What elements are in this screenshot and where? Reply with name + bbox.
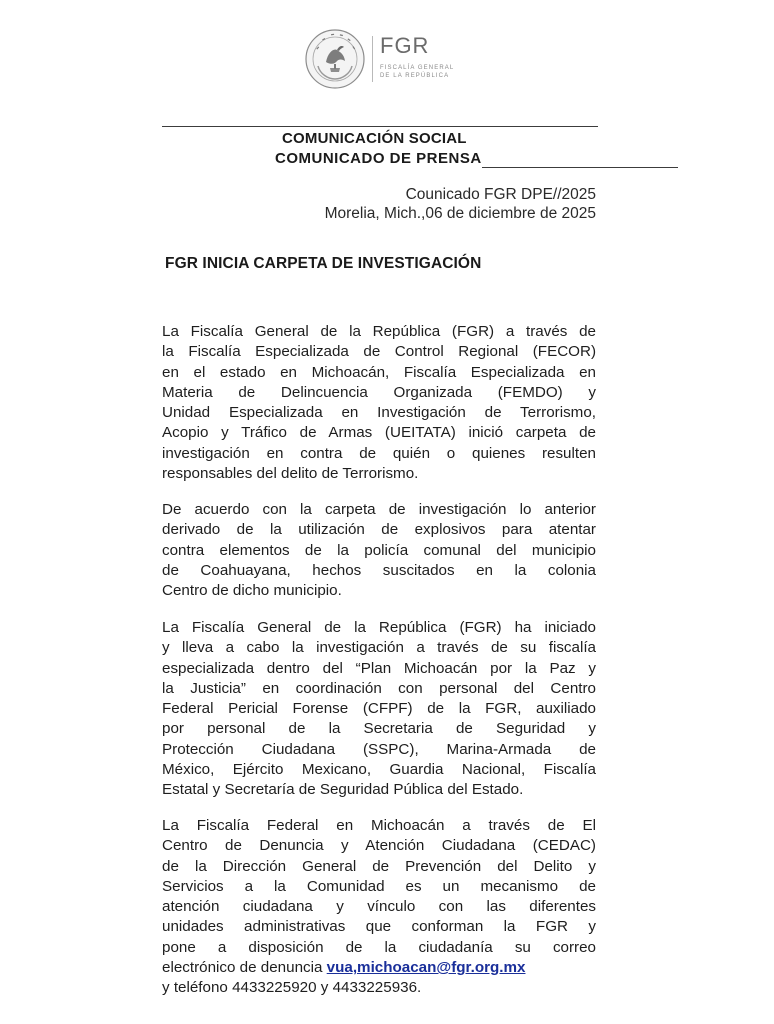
paragraph-line: por personal de la Secretaria de Seguridad y [162,720,596,738]
communication-heading: COMUNICACIÓN SOCIAL [282,130,467,147]
paragraph-3 [162,618,596,801]
paragraph-line: Federal Pericial Forense (CFPF) de la FGR, auxiliado [162,700,596,718]
paragraph-line: de la Dirección General de Prevención del Delito y [162,857,596,875]
paragraph-line: investigación en contra de quién o quienes resulten [162,444,596,462]
paragraph-line: en el estado en Michoacán, Fiscalía Especializada en [162,363,596,381]
paragraph-line: De acuerdo con la carpeta de investigación lo anterior [162,501,596,518]
paragraph-line: responsables del delito de Terrorismo. [162,465,419,483]
national-seal-icon [304,28,366,90]
logo-subtitle-line-2: DE LA REPÚBLICA [380,73,450,79]
paragraph-line: contra elementos de la policía comunal del municipio [162,541,596,559]
logo-subtitle-line-1: FISCALÍA GENERAL [380,65,455,71]
release-place-date: Morelia, Mich.,06 de diciembre de 2025 [324,205,596,222]
paragraph-line: La Fiscalía General de la República (FGR) ha iniciado [162,619,596,636]
paragraph-line: Acopio y Tráfico de Armas (UEITATA) inició carpeta de [162,424,596,442]
paragraph-4 [162,816,596,999]
paragraph-line: derivado de la utilización de explosivos para atentar [162,521,596,539]
paragraph-line: la Fiscalía Especializada de Control Regional (FECOR) [162,343,596,361]
paragraph-line: Centro de dicho municipio. [162,582,342,600]
paragraph-line: México, Ejército Mexicano, Guardia Nacional, Fiscalía [162,761,596,779]
paragraph-email-line [162,958,596,978]
paragraph-line: Materia de Delincuencia Organizada (FEMDO) y [162,383,596,401]
document-title: FGR INICIA CARPETA DE INVESTIGACIÓN [165,255,482,272]
paragraph-line: Servicios a la Comunidad es un mecanismo de [162,877,596,895]
paragraph-line: unidades administrativas que conforman la FGR y [162,918,596,936]
logo-text: FGR [380,33,430,58]
paragraph-line: Centro de Denuncia y Atención Ciudadana (CEDAC) [162,837,596,855]
paragraph-line: La Fiscalía Federal en Michoacán a través de El [162,817,596,834]
title-rule-top [162,126,598,127]
fgr-logo [302,26,455,96]
paragraph-line: Unidad Especializada en Investigación de Terrorismo, [162,404,596,422]
paragraph-line: especializada dentro del “Plan Michoacán por la Paz y [162,659,596,677]
paragraph-phone-line: y teléfono 4433225920 y 4433225936. [162,979,422,997]
title-rule-bottom [482,167,678,168]
paragraph-line: y lleva a cabo la investigación a través de su fiscalía [162,639,596,657]
release-reference: Counicado FGR DPE//2025 [405,186,596,203]
paragraph-line: Protección Ciudadana (SSPC), Marina-Armada de [162,740,596,758]
paragraph-line: atención ciudadana y vínculo con las diferentes [162,898,596,916]
press-release-heading: COMUNICADO DE PRENSA [275,150,482,167]
paragraph-line: la Justicia” en coordinación con personal del Centro [162,679,596,697]
paragraph-line: pone a disposición de la ciudadanía su correo [162,938,596,956]
email-line-prefix: electrónico de denuncia [162,959,323,977]
paragraph-line: de Coahuayana, hechos suscitados en la colonia [162,561,596,579]
paragraph-line: Estatal y Secretaría de Seguridad Pública del Estado. [162,781,524,799]
logo-divider [372,36,373,82]
paragraph-2 [162,500,596,601]
paragraph-1 [162,322,596,484]
paragraph-line: La Fiscalía General de la República (FGR) a través de [162,323,596,340]
complaint-email-link[interactable]: vua,michoacan@fgr.org.mx [326,959,526,977]
